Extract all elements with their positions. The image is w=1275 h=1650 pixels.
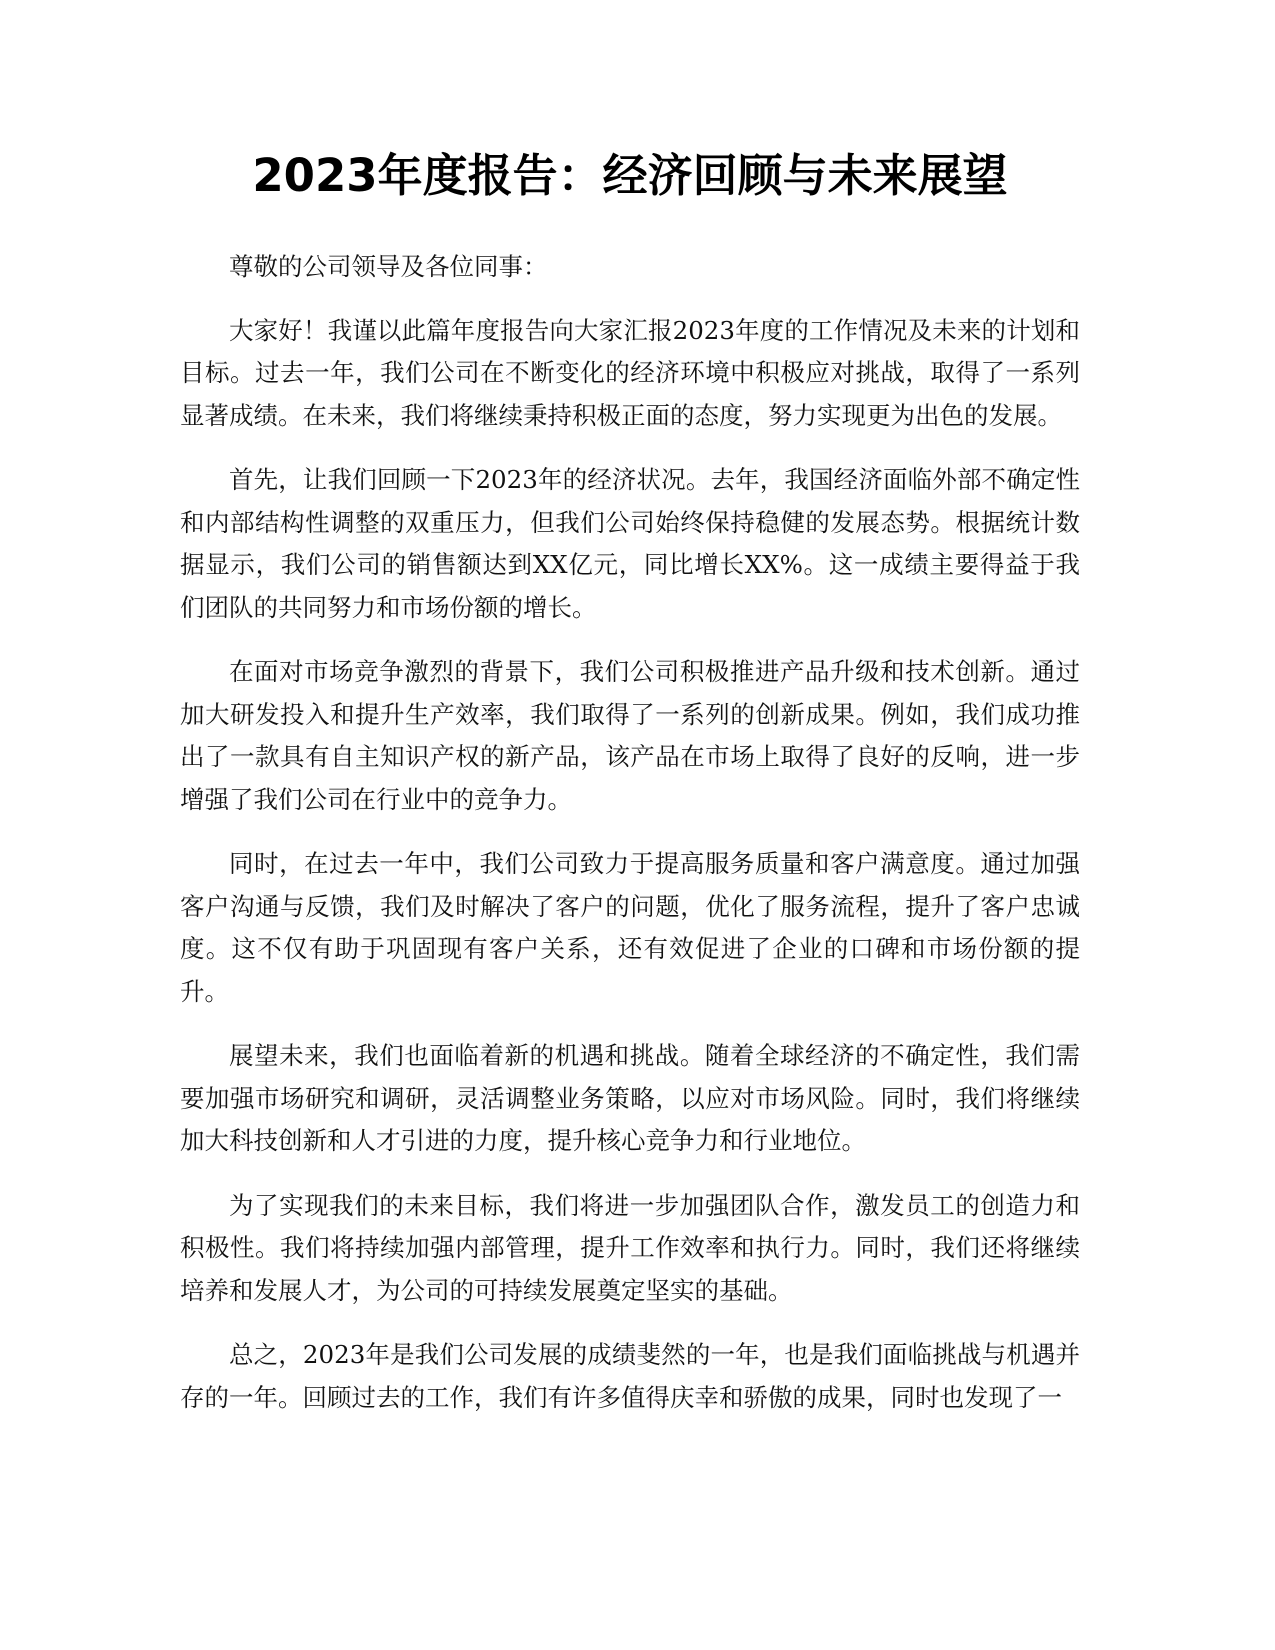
- paragraph-customer-service: 同时，在过去一年中，我们公司致力于提高服务质量和客户满意度。通过加强客户沟通与反馈，我们及时解决了客户的问题，优化了服务流程，提升了客户忠诚度。这不仅有助于巩固现有客户关系，还有效促进了企业的口碑和市场份额的提升。: [180, 849, 1080, 1006]
- paragraph-summary: 总之，2023年是我们公司发展的成绩斐然的一年，也是我们面临挑战与机遇并存的一年。回顾过去的工作，我们有许多值得庆幸和骄傲的成果，同时也发现了一: [180, 1340, 1080, 1412]
- paragraph-teamwork: 为了实现我们的未来目标，我们将进一步加强团队合作，激发员工的创造力和积极性。我们将持续加强内部管理，提升工作效率和执行力。同时，我们还将继续培养和发展人才，为公司的可持续发展奠定坚实的基础。: [180, 1190, 1080, 1305]
- document-page: [180, 0, 1080, 1650]
- salutation: 尊敬的公司领导及各位同事：: [229, 252, 548, 281]
- paragraph-innovation: 在面对市场竞争激烈的背景下，我们公司积极推进产品升级和技术创新。通过加大研发投入和提升生产效率，我们取得了一系列的创新成果。例如，我们成功推出了一款具有自主知识产权的新产品，该产品在市场上取得了良好的反响，进一步增强了我们公司在行业中的竞争力。: [180, 657, 1080, 814]
- paragraph-intro: 大家好！我谨以此篇年度报告向大家汇报2023年度的工作情况及未来的计划和目标。过去一年，我们公司在不断变化的经济环境中积极应对挑战，取得了一系列显著成绩。在未来，我们将继续秉持积极正面的态度，努力实现更为出色的发展。: [180, 315, 1080, 430]
- paragraph-economic-review: 首先，让我们回顾一下2023年的经济状况。去年，我国经济面临外部不确定性和内部结构性调整的双重压力，但我们公司始终保持稳健的发展态势。根据统计数据显示，我们公司的销售额达到XX亿元，同比增长XX%。这一成绩主要得益于我们团队的共同努力和市场份额的增长。: [180, 465, 1080, 622]
- paragraph-outlook: 展望未来，我们也面临着新的机遇和挑战。随着全球经济的不确定性，我们需要加强市场研究和调研，灵活调整业务策略，以应对市场风险。同时，我们将继续加大科技创新和人才引进的力度，提升核心竞争力和行业地位。: [180, 1041, 1080, 1155]
- document-body: [180, 246, 1080, 1441]
- document-title: 2023年度报告：经济回顾与未来展望: [252, 149, 1008, 202]
